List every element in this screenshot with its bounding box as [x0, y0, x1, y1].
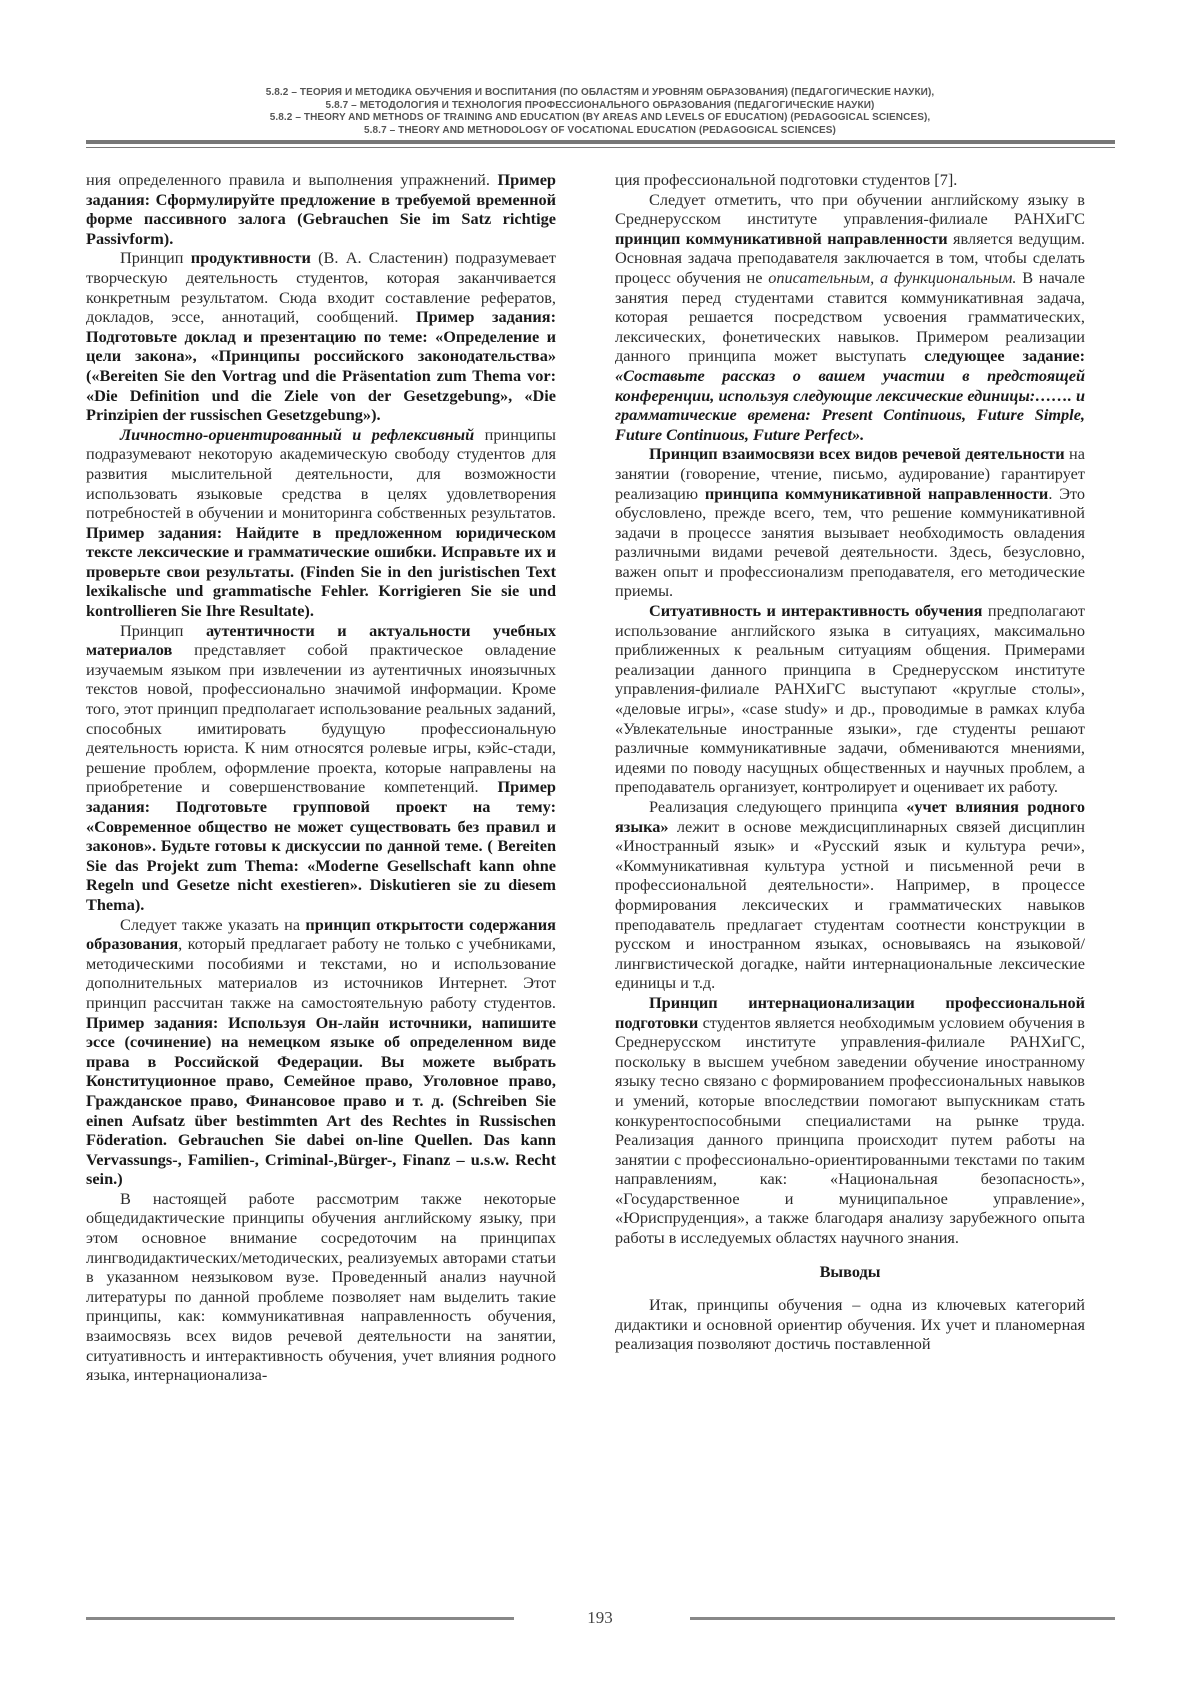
paragraph: Принцип взаимосвязи всех видов речевой деятельности на занятии (говорение, чтение, письмо, аудирование) гарантирует реализацию принципа коммуникативной направленности. Это обусловлено, прежде всего, тем, что решение коммуникативной задачи в процессе занятия вызывает необходимость овладения различными видами речевой деятельности. Здесь, безусловно, важен опыт и профессионализм преподавателя, его методические приемы. — [615, 444, 1085, 601]
header-line-4: 5.8.7 – THEORY AND METHODOLOGY OF VOCATIONAL EDUCATION (PEDAGOGICAL SCIENCES) — [363, 124, 836, 136]
header-rule-thin — [86, 147, 1115, 148]
paragraph: Ситуативность и интерактивность обучения предполагают использование английского языка в ситуациях, максимально приближенных к реальным ситуациям общения. Примерами реализации данного принципа в Среднерусском институте управления-филиале РАНХиГС выступают «круглые столы», «деловые игры», «case study» и др., проводимые в рамках клуба «Увлекательные иностранные языки», где студенты решают различные коммуникативные задачи, обмениваются мнениями, идеями по поводу насущных общественных и научных проблем, а преподаватель организует, контролирует и оценивает их работу. — [615, 601, 1085, 797]
page-number: 193 — [587, 1608, 613, 1627]
paragraph: Следует также указать на принцип открытости содержания образования, который предлагает работу не только с учебниками, методическими пособиями и текстами, но и использование дополнительных материалов из источников Интернет. Этот принцип рассчитан также на самостоятельную работу студентов. Пример задания: Используя Он-лайн источники, напишите эссе (сочинение) на немецком языке об определенном виде права в Российской Федерации. Вы можете выбрать Конституционное право, Семейное право, Уголовное право, Гражданское право, Финансовое право и т. д. (Schreiben Sie einen Aufsatz über bestimmten Art des Rechtes in Russischen Föderation. Gebrauchen Sie dabei on-line Quellen. Das kann Vervassungs-, Familien-, Criminal-,Bürger-, Finanz – u.s.w. Recht sein.) — [86, 914, 556, 1189]
header-line-1: 5.8.2 – ТЕОРИЯ И МЕТОДИКА ОБУЧЕНИЯ И ВОСПИТАНИЯ (ПО ОБЛАСТЯМ И УРОВНЯМ ОБРАЗОВАНИЯ) (ПЕДАГОГИЧЕСКИЕ НАУКИ), — [265, 87, 935, 98]
right-column — [615, 170, 1085, 1354]
paragraph: ния определенного правила и выполнения упражнений. Пример задания: Сформулируйте предложение в требуемой временной форме пассивного залога (Gebrauchen Sie im Satz richtige Passivform). — [86, 170, 556, 248]
footer-rule-right — [690, 1617, 1115, 1620]
paragraph: Реализация следующего принципа «учет влияния родного языка» лежит в основе междисциплинарных связей дисциплин «Иностранный язык» и «Русский язык и культура речи», «Коммуникативная культура устной и письменной речи в профессиональной деятельности». Например, в процессе формирования лексических и грамматических навыков преподаватель предлагает студентам соотнести конструкции в русском и иностранном языках, основываясь на языковой/лингвистической догадке, найти интернациональные лексические единицы и т.д. — [615, 797, 1085, 993]
header-rule-thick — [86, 140, 1115, 144]
left-column — [86, 170, 556, 1385]
paragraph: Принцип интернационализации профессиональной подготовки студентов является необходимым условием обучения в Среднерусском институте управления-филиале РАНХиГС, поскольку в высшем учебном заведении обучение иностранному языку тесно связано с формированием профессиональных навыков и умений, которые впоследствии помогают выпускникам стать конкурентоспособными специалистами на рынке труда. Реализация данного принципа происходит путем работы на занятии с профессионально-ориентированными текстами по таким направлениям, как: «Национальная безопасность», «Государственное и муниципальное управление», «Юриспруденция», а также благодаря анализу зарубежного опыта работы в исследуемых областях научного знания. — [615, 992, 1085, 1248]
header-line-2: 5.8.7 – МЕТОДОЛОГИЯ И ТЕХНОЛОГИЯ ПРОФЕССИОНАЛЬНОГО ОБРАЗОВАНИЯ (ПЕДАГОГИЧЕСКИЕ НАУКИ) — [325, 99, 875, 111]
paragraph: Личностно-ориентированный и рефлексивный принципы подразумевают некоторую академическую свободу студентов для развития мыслительной деятельности, для возможности использовать языковые средства в целях удовлетворения потребностей в обучении и мониторинга собственных результатов. Пример задания: Найдите в предложенном юридическом тексте лексические и грамматические ошибки. Исправьте их и проверьте свои результаты. (Finden Sie in den juristischen Text lexikalische und grammatische Fehler. Korrigieren Sie sie und kontrollieren Sie Ihre Resultate). — [86, 424, 556, 621]
paragraph: Итак, принципы обучения – одна из ключевых категорий дидактики и основной ориентир обучения. Их учет и планомерная реализация позволяют достичь поставленной — [615, 1295, 1085, 1354]
paragraph: Принцип аутентичности и актуальности учебных материалов представляет собой практическое овладение изучаемым языком при извлечении из аутентичных иноязычных текстов новой, профессионально значимой информации. Кроме того, этот принцип предполагает использование реальных заданий, способных имитировать будущую профессиональную деятельность юриста. К ним относятся ролевые игры, кэйс-стади, решение проблем, оформление проекта, которые направлены на приобретение и совершенствование компетенций. Пример задания: Подготовьте групповой проект на тему: «Современное общество не может существовать без правил и законов». Будьте готовы к дискуссии по данной теме. ( Bereiten Sie das Projekt zum Thema: «Moderne Gesellschaft kann ohne Regeln und Gesetze nicht exestieren». Diskutieren sie zu diesem Thema). — [86, 620, 556, 914]
paragraph: ция профессиональной подготовки студентов [7]. — [615, 170, 958, 189]
section-heading: Выводы — [819, 1261, 881, 1281]
paragraph: Принцип продуктивности (В. А. Сластенин) подразумевает творческую деятельность студентов, которая заканчивается конкретным результатом. Сюда входит составление рефератов, докладов, эссе, аннотаций, сообщений. Пример задания: Подготовьте доклад и презентацию по теме: «Определение и цели закона», «Принципы российского законодательства» («Bereiten Sie den Vortrag und die Präsentation zum Thema vor: «Die Definition und die Ziele von der Gesetzgebung», «Die Prinzipien der russischen Gesetzgebung»). — [86, 248, 556, 425]
header-line-3: 5.8.2 – THEORY AND METHODS OF TRAINING AND EDUCATION (BY AREAS AND LEVELS OF EDUCATION) (PEDAGOGICAL SCIENCES), — [269, 112, 931, 123]
paragraph: Следует отметить, что при обучении английскому языку в Среднерусском институте управления-филиале РАНХиГС принцип коммуникативной направленности является ведущим. Основная задача преподавателя заключается в том, чтобы сделать процесс обучения не описательным, а функциональным. В начале занятия перед студентами ставится коммуникативная задача, которая решается посредством усвоения грамматических, лексических, фонетических навыков. Примером реализации данного принципа может выступать следующее задание: «Составьте рассказ о вашем участии в предстоящей конференции, используя следующие лексические единицы:……. и грамматические времена: Present Continuous, Future Simple, Future Continuous, Future Perfect». — [615, 189, 1086, 444]
paragraph: В настоящей работе рассмотрим также некоторые общедидактические принципы обучения английскому языку, при этом основное внимание сосредоточим на принципах лингводидактических/методических, реализуемых авторами статьи в указанном неязыковом вузе. Проведенный анализ научной литературы по данной проблеме позволяет нам выделить такие принципы, как: коммуникативная направленность обучения, взаимосвязь всех видов речевой деятельности на занятии, ситуативность и интерактивность обучения, учет влияния родного языка, интернационализа- — [86, 1188, 556, 1385]
running-header — [80, 87, 1120, 137]
